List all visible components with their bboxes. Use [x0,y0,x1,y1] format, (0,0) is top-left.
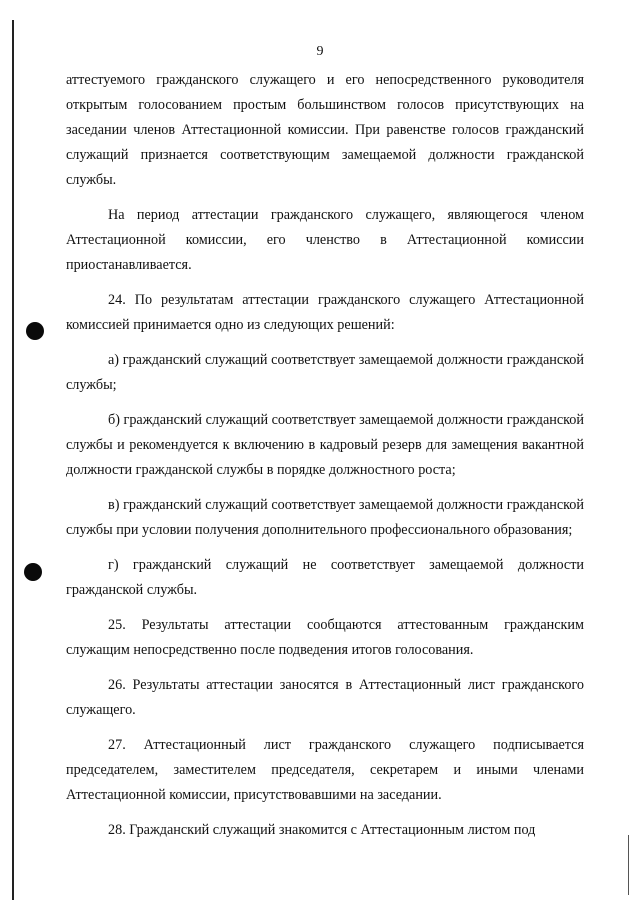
decision-v: в) гражданский служащий соответствует замещаемой должности гражданской службы при условии получения дополнительного профессионального образования; [66,497,584,538]
paragraph-28: 28. Гражданский служащий знакомится с Аттестационным листом под [108,822,536,838]
punch-hole-lower [24,563,42,581]
scan-right-edge [628,835,629,895]
paragraph-membership-suspension: На период аттестации гражданского служащего, являющегося членом Аттестационной комиссии, его членство в Аттестационной комиссии приостанавливается. [66,207,584,273]
punch-hole-upper [26,322,44,340]
decision-b: б) гражданский служащий соответствует замещаемой должности гражданской службы и рекомендуется к включению в кадровый резерв для замещения вакантной должности гражданской службы в порядке должностного роста; [66,412,584,478]
page-number: 9 [316,44,324,59]
paragraph-27: 27. Аттестационный лист гражданского служащего подписывается председателем, заместителем председателя, секретарем и иными членами Аттестационной комиссии, присутствовавшими на заседании. [66,737,584,803]
paragraph-continuation: аттестуемого гражданского служащего и его непосредственного руководителя открытым голосованием простым большинством голосов присутствующих на заседании членов Аттестационной комиссии. При равенстве голосов гражданский служащий признается соответствующим замещаемой должности гражданской службы. [66,72,584,188]
scan-left-edge [12,20,14,880]
paragraph-26: 26. Результаты аттестации заносятся в Аттестационный лист гражданского служащего. [66,677,584,718]
paragraph-24: 24. По результатам аттестации гражданского служащего Аттестационной комиссией принимается одно из следующих решений: [66,292,584,333]
decision-g: г) гражданский служащий не соответствует замещаемой должности гражданской службы. [66,557,584,598]
document-body [66,68,584,843]
decision-a: а) гражданский служащий соответствует замещаемой должности гражданской службы; [66,352,584,393]
scan-left-edge-bottom [12,878,14,900]
paragraph-25: 25. Результаты аттестации сообщаются аттестованным гражданским служащим непосредственно после подведения итогов голосования. [66,617,584,658]
